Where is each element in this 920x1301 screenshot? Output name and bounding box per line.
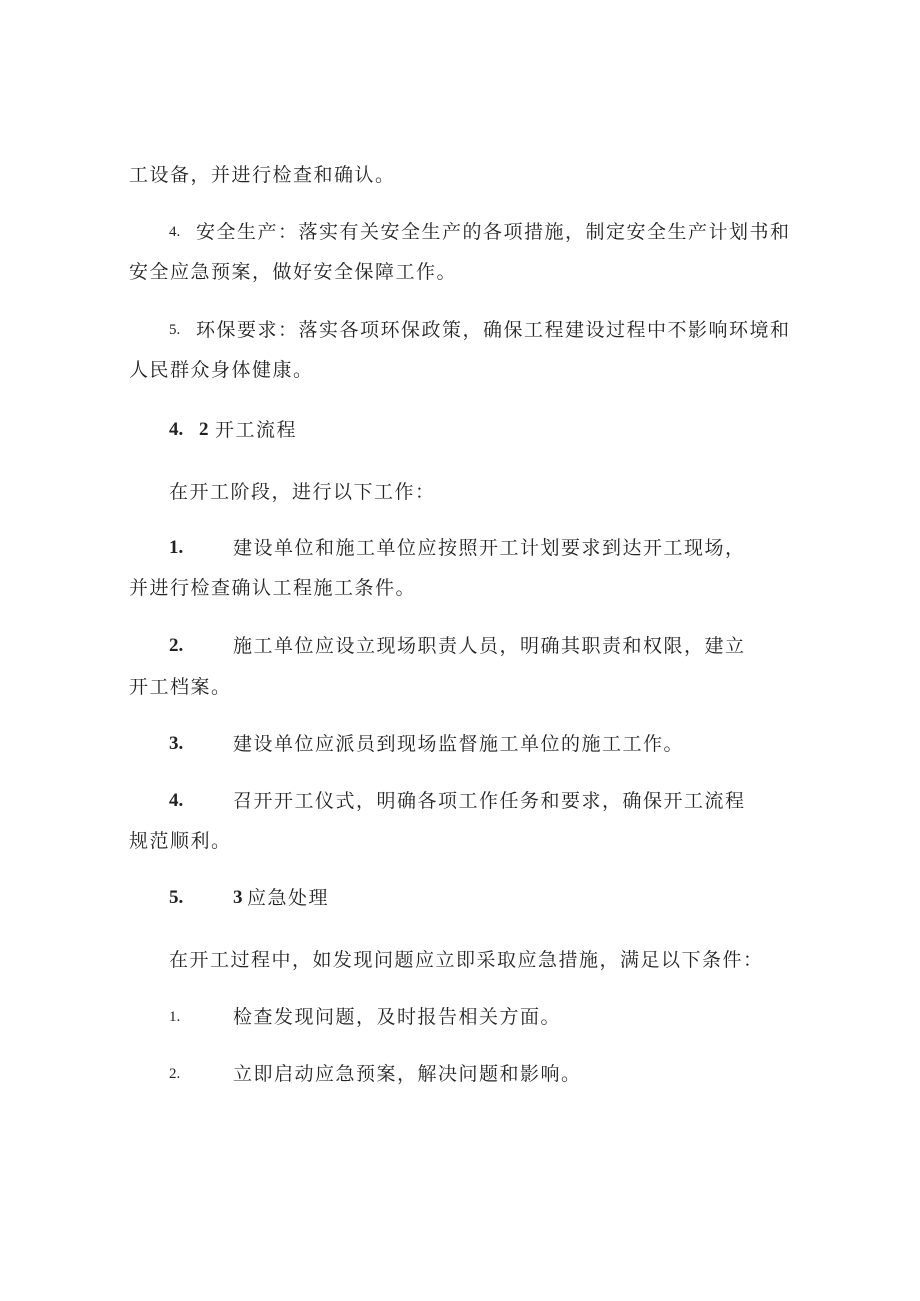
- continued-line: 工设备，并进行检查和确认。: [129, 164, 396, 186]
- section-heading-title: 应急处理: [247, 887, 330, 909]
- list-item-3-number: 3.: [169, 733, 184, 754]
- list-item-1-line-1: 建设单位和施工单位应按照开工计划要求到达开工现场，: [233, 537, 746, 559]
- section-heading-subnumber: 3: [233, 887, 243, 908]
- list-item-4-line-1: 召开开工仪式，明确各项工作任务和要求，确保开工流程: [233, 790, 746, 812]
- intro-paragraph: 在开工过程中，如发现问题应立即采取应急措施，满足以下条件：: [169, 949, 764, 971]
- list-item-5-number: 5.: [169, 887, 184, 908]
- item-5-number: 5.: [169, 322, 181, 338]
- item-4-line-2: 安全应急预案，做好安全保障工作。: [129, 261, 458, 283]
- list-item-2-line-1: 施工单位应设立现场职责人员，明确其职责和权限，建立: [233, 635, 746, 657]
- section-heading-number: 4.: [169, 419, 184, 440]
- item-4-number: 4.: [169, 224, 181, 240]
- item-5-line-2: 人民群众身体健康。: [129, 359, 314, 381]
- list-item-1-line-2: 并进行检查确认工程施工条件。: [129, 577, 417, 599]
- condition-2-text: 立即启动应急预案，解决问题和影响。: [233, 1063, 582, 1085]
- list-item-2-line-2: 开工档案。: [129, 676, 232, 698]
- section-heading-subnumber: 2: [199, 419, 209, 440]
- section-heading-title: 开工流程: [215, 419, 298, 441]
- intro-paragraph: 在开工阶段，进行以下工作：: [169, 481, 436, 503]
- condition-2-number: 2.: [169, 1066, 181, 1082]
- item-5-line-1: 环保要求：落实各项环保政策，确保工程建设过程中不影响环境和: [196, 319, 791, 341]
- condition-1-number: 1.: [169, 1009, 181, 1025]
- list-item-3-line-1: 建设单位应派员到现场监督施工单位的施工工作。: [233, 733, 685, 755]
- list-item-1-number: 1.: [169, 537, 184, 558]
- list-item-4-number: 4.: [169, 790, 184, 811]
- list-item-2-number: 2.: [169, 635, 184, 656]
- condition-1-text: 检查发现问题，及时报告相关方面。: [233, 1006, 562, 1028]
- item-4-line-1: 安全生产：落实有关安全生产的各项措施，制定安全生产计划书和: [196, 221, 791, 243]
- list-item-4-line-2: 规范顺利。: [129, 830, 232, 852]
